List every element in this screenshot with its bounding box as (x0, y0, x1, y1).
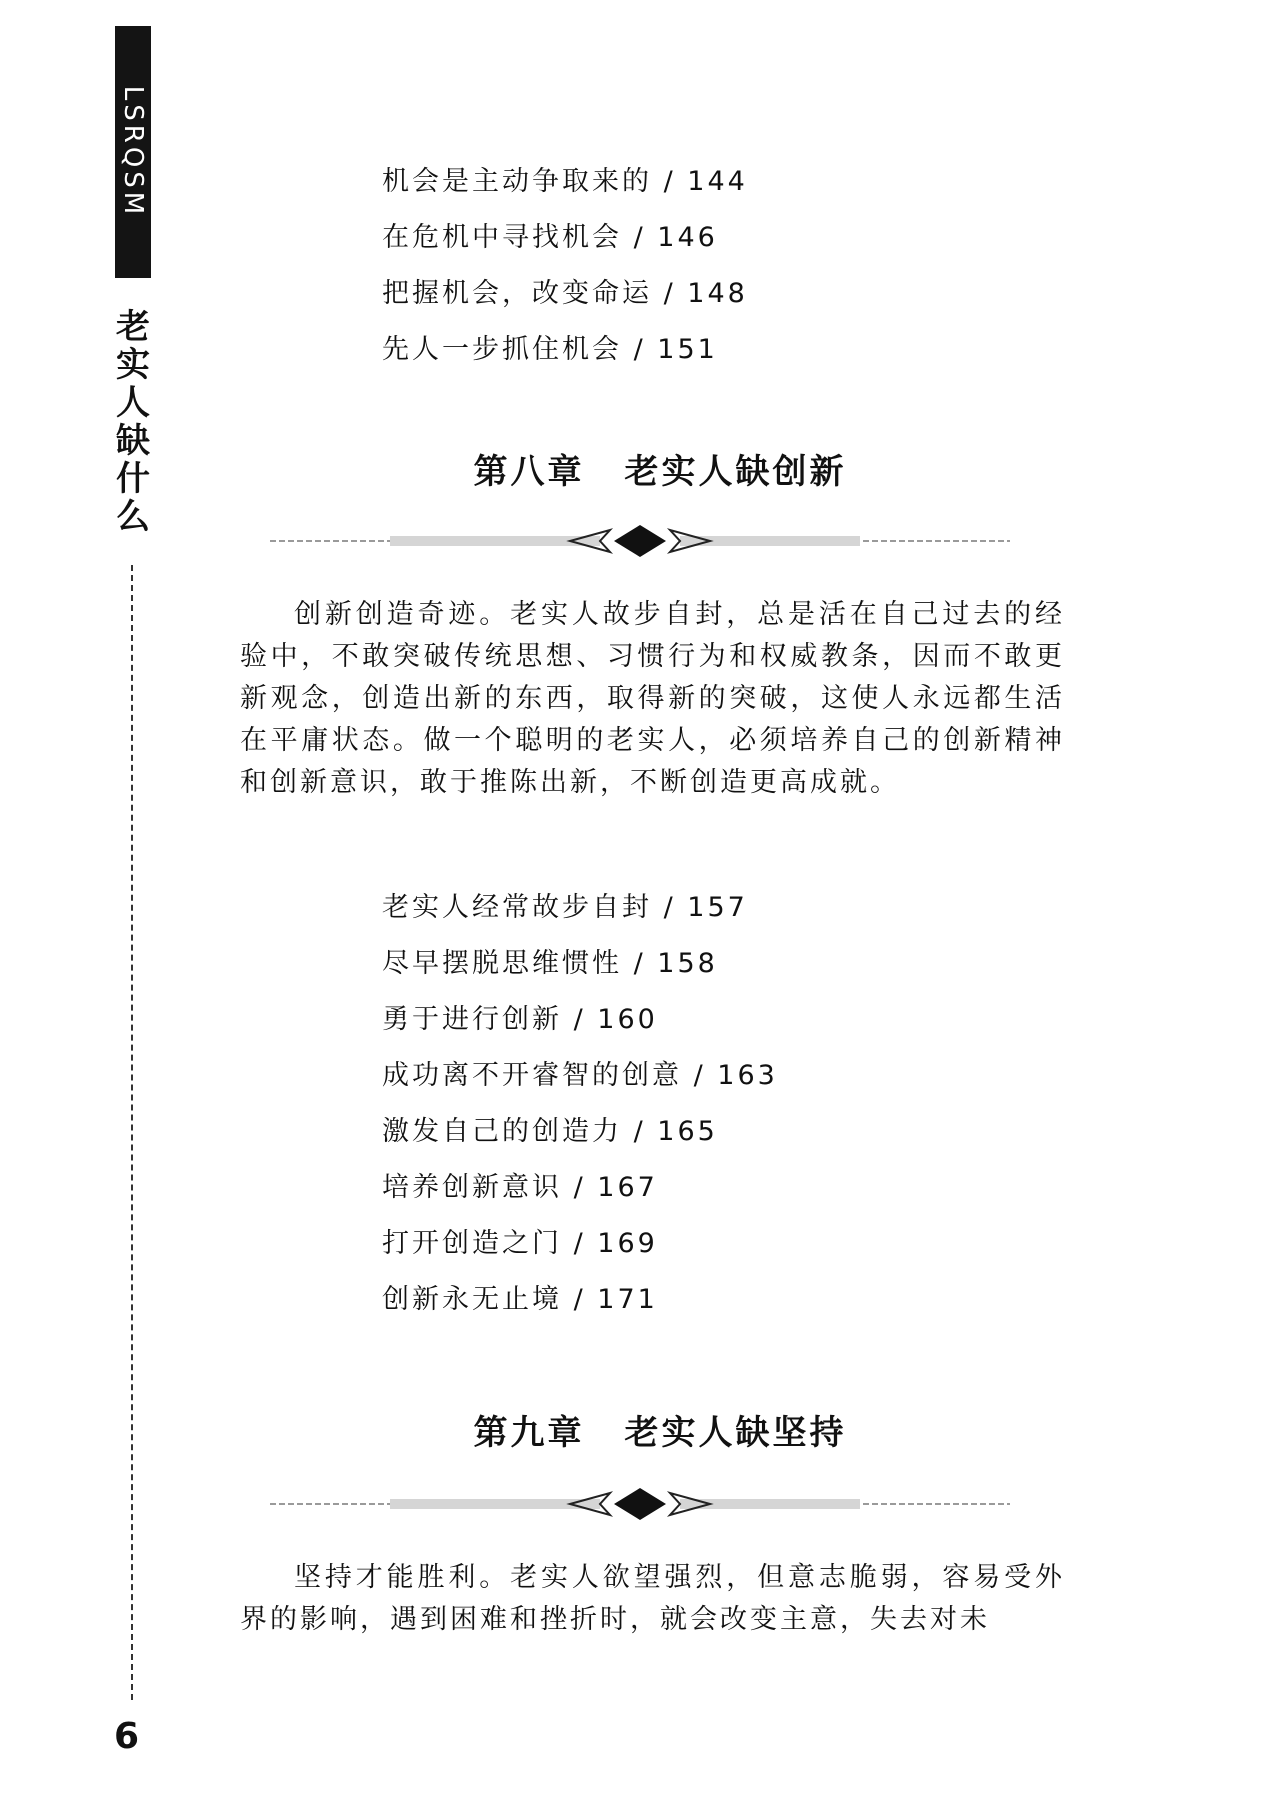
toc-entry: 把握机会，改变命运 / 148 (382, 278, 748, 309)
chapter-divider-ornament (270, 521, 1010, 561)
toc-list-previous-chapter (382, 154, 748, 378)
toc-entry: 在危机中寻找机会 / 146 (382, 222, 718, 253)
margin-dashed-rule (131, 565, 133, 1700)
chapter-intro: 创新创造奇迹。老实人故步自封，总是活在自己过去的经验中，不敢突破传统思想、习惯行为和权威教条，因而不敢更新观念，创造出新的东西，取得新的突破，这使人永远都生活在平庸状态。做一个聪明的老实人，必须培养自己的创新精神和创新意识，敢于推陈出新，不断创造更高成就。 (240, 599, 1065, 798)
toc-entry: 老实人经常故步自封 / 157 (382, 892, 748, 923)
chapter-heading (240, 1405, 1080, 1454)
toc-entry: 培养创新意识 / 167 (382, 1172, 658, 1203)
toc-entry: 打开创造之门 / 169 (382, 1228, 658, 1259)
toc-entry: 激发自己的创造力 / 165 (382, 1116, 718, 1147)
toc-entry: 成功离不开睿智的创意 / 163 (382, 1060, 778, 1091)
chapter-heading (240, 444, 1080, 493)
chapter-number: 第八章 (473, 452, 585, 492)
toc-entry: 勇于进行创新 / 160 (382, 1004, 658, 1035)
chapter-number: 第九章 (473, 1413, 585, 1453)
running-book-title: 老实人缺什么 (116, 307, 150, 537)
toc-list-chapter-8 (382, 880, 778, 1328)
chapter-divider-ornament (270, 1484, 1010, 1524)
series-code-tab (115, 26, 151, 278)
chapter-title: 老实人缺创新 (624, 452, 847, 492)
toc-entry: 创新永无止境 / 171 (382, 1284, 658, 1315)
toc-entry: 机会是主动争取来的 / 144 (382, 166, 748, 197)
chapter-intro: 坚持才能胜利。老实人欲望强烈，但意志脆弱，容易受外界的影响，遇到困难和挫折时，就会改变主意，失去对未 (240, 1562, 1065, 1635)
page-number: 6 (114, 1716, 140, 1757)
toc-entry: 尽早摆脱思维惯性 / 158 (382, 948, 718, 979)
toc-entry: 先人一步抓住机会 / 151 (382, 334, 718, 365)
chapter-title: 老实人缺坚持 (624, 1413, 847, 1453)
series-code: LSRQSM (118, 85, 148, 219)
